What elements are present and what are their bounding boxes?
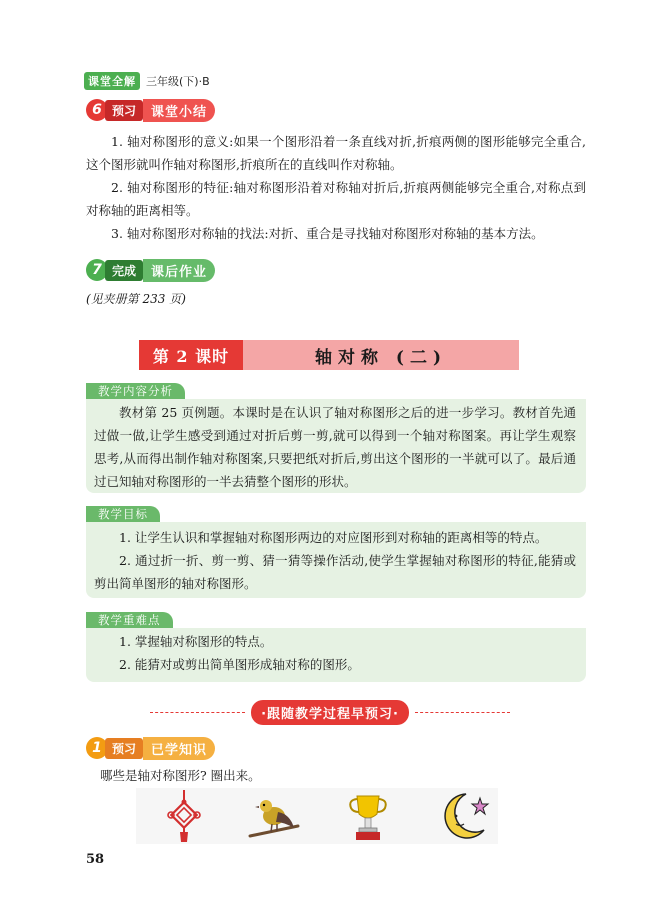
- section-title: 课堂小结: [143, 99, 215, 122]
- homework-note: (见夹册第 233 页): [86, 292, 186, 306]
- figure-strip: [136, 788, 498, 844]
- analysis-text: 教材第 25 页例题。本课时是在认识了轴对称图形之后的进一步学习。教材首先通过做一做,让学生感受到通过对折后剪一剪,就可以得到一个轴对称图案。再让学生观察思考,从而得出制作轴对称图案,只要把纸对折后,剪出这个图形的一半就可以了。最后通过已知轴对称图形的一半去猜整个图形的形状。: [94, 405, 576, 489]
- lesson-number: 第 2 课时: [139, 340, 243, 370]
- section-number-badge: 1: [86, 737, 108, 759]
- analysis-heading: 教学内容分析: [86, 383, 185, 399]
- keypoints-box: [86, 628, 586, 682]
- analysis-box: [86, 399, 586, 493]
- keypoints-item: 2. 能猜对或剪出简单图形成轴对称的图形。: [119, 657, 360, 672]
- homework-heading: [86, 258, 215, 282]
- banner-label: ·跟随教学过程早预习·: [251, 700, 409, 725]
- summary-item: 2. 轴对称图形的特征:轴对称图形沿着对称轴对折后,折痕两侧能够完全重合,对称点到对称轴的距离相等。: [86, 180, 586, 218]
- preview-banner: [150, 700, 510, 724]
- section-number-badge: 6: [86, 99, 108, 121]
- goals-item: 1. 让学生认识和掌握轴对称图形两边的对应图形到对称轴的距离相等的特点。: [119, 530, 548, 545]
- banner-divider: [150, 712, 245, 713]
- running-header: [84, 72, 210, 90]
- section-tag: 完成: [105, 260, 143, 281]
- lesson-title-bar: [139, 340, 519, 370]
- chinese-knot-icon[interactable]: [156, 788, 212, 844]
- keypoints-item: 1. 掌握轴对称图形的特点。: [119, 634, 273, 649]
- page-number: 58: [86, 852, 105, 867]
- goals-box: [86, 522, 586, 598]
- section-title: 课后作业: [143, 259, 215, 282]
- brand-label: 课堂全解: [84, 72, 140, 90]
- summary-heading: [86, 98, 215, 122]
- section-tag: 预习: [105, 738, 143, 759]
- trophy-icon[interactable]: [340, 788, 396, 844]
- banner-divider: [415, 712, 510, 713]
- keypoints-heading: 教学重难点: [86, 612, 173, 628]
- prior-question: 哪些是轴对称图形? 圈出来。: [100, 768, 261, 783]
- lesson-title: 轴对称 (二): [314, 347, 447, 368]
- section-number-badge: 7: [86, 259, 108, 281]
- moon-and-star-icon[interactable]: [436, 788, 492, 844]
- summary-item: 1. 轴对称图形的意义:如果一个图形沿着一条直线对折,折痕两侧的图形能够完全重合,这个图形就叫作轴对称图形,折痕所在的直线叫作对称轴。: [86, 134, 586, 172]
- goals-item: 2. 通过折一折、剪一剪、猜一猜等操作活动,使学生掌握轴对称图形的特征,能猜或剪出简单图形的轴对称图形。: [94, 553, 576, 591]
- section-tag: 预习: [105, 100, 143, 121]
- grade-label: 三年级(下)·B: [146, 75, 210, 88]
- prior-heading: [86, 736, 215, 760]
- section-title: 已学知识: [143, 737, 215, 760]
- bird-on-branch-icon[interactable]: [246, 788, 302, 844]
- summary-item: 3. 轴对称图形对称轴的找法:对折、重合是寻找轴对称图形对称轴的基本方法。: [111, 226, 544, 241]
- goals-heading: 教学目标: [86, 506, 160, 522]
